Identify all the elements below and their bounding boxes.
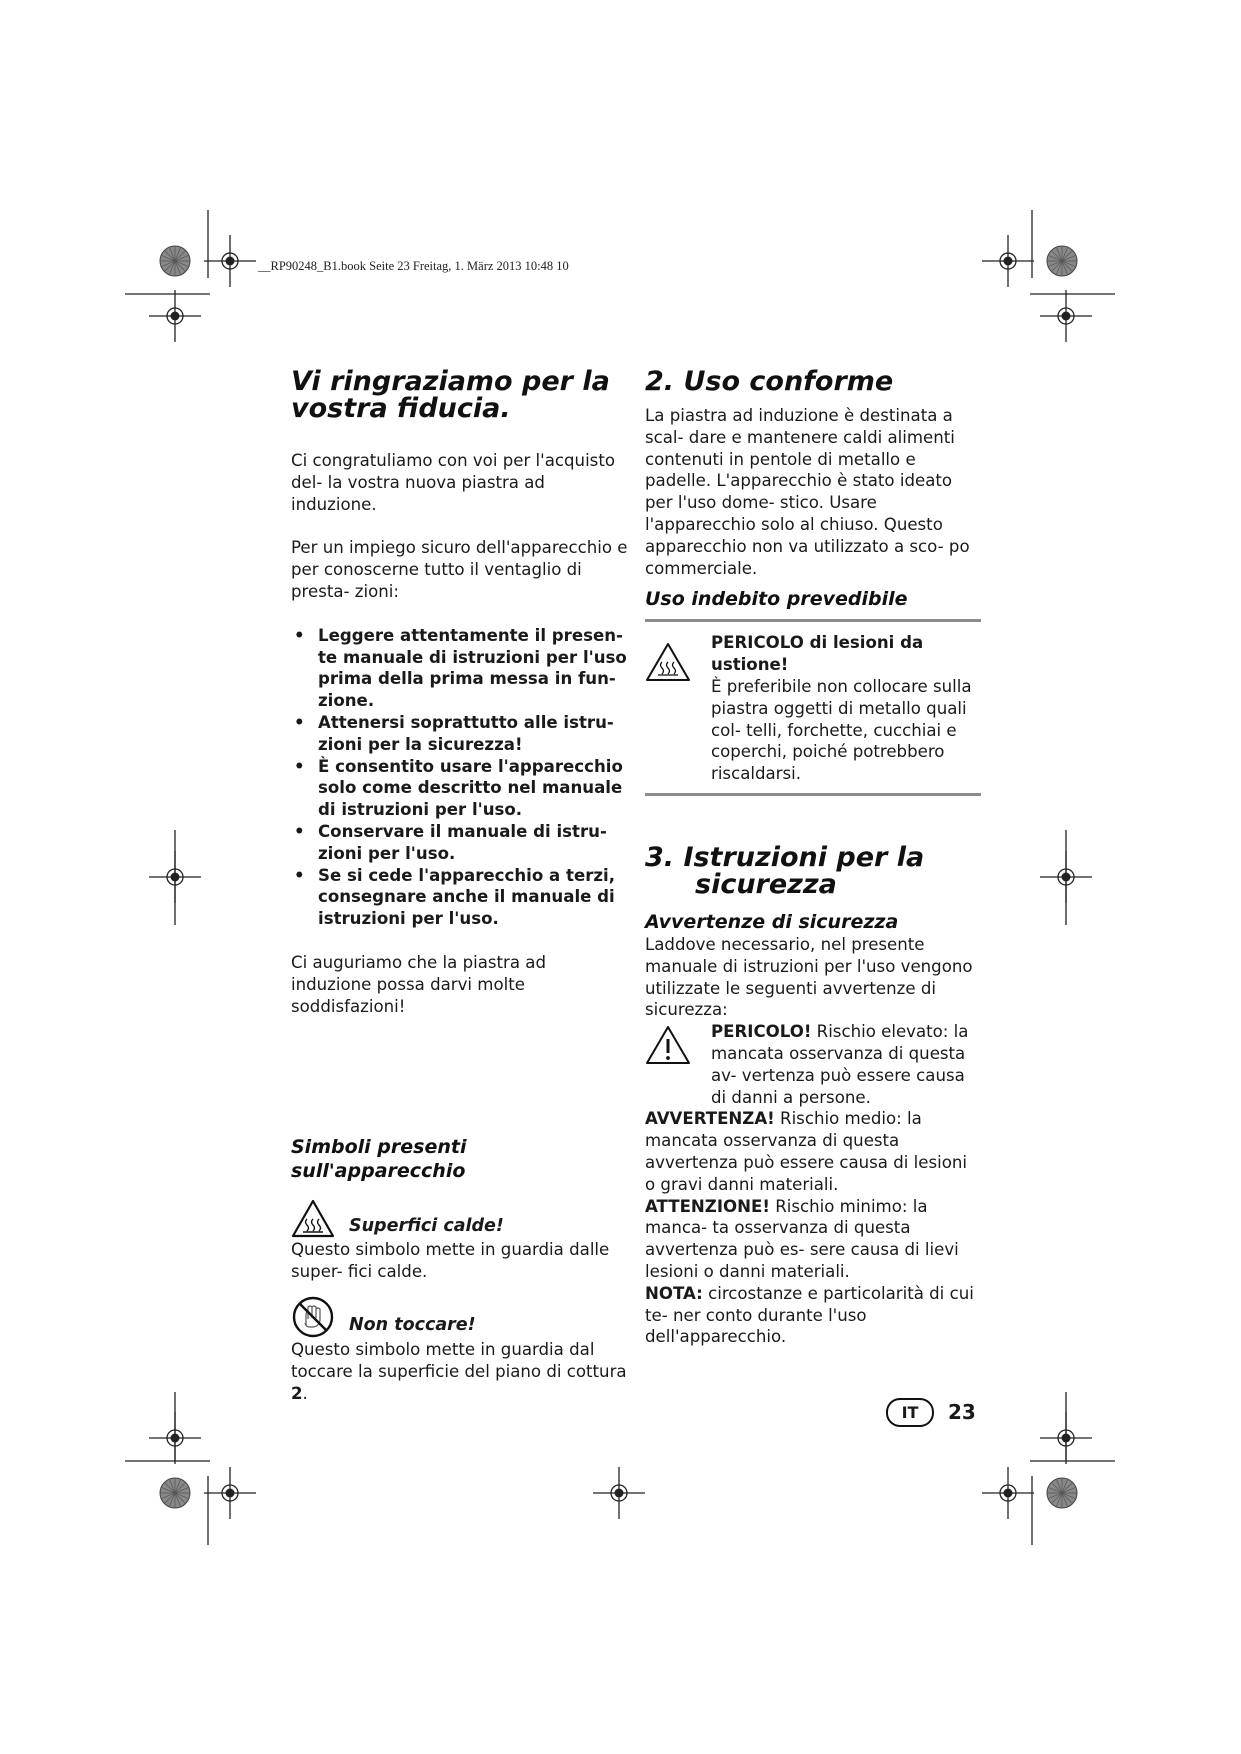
no-touch-icon [291,1295,335,1339]
misuse-heading: Uso indebito prevedibile [645,588,908,611]
intro-paragraph-2: Per un impiego sicuro dell'apparecchio e per conoscerne tutto il ventaglio di presta- zioni: [291,538,628,601]
left-column [291,368,631,1404]
page-number: 23 [948,1400,976,1424]
right-column [645,368,981,1348]
no-touch-title: Non toccare! [349,1315,476,1336]
danger-text: Rischio elevato: la mancata osservanza di questa av- vertenza può essere causa di danni a persone. [711,1022,969,1107]
warning-triangle-icon [645,1025,691,1065]
closing-paragraph: Ci auguriamo che la piastra ad induzione possa darvi molte soddisfazioni! [291,952,547,1016]
hot-surface-icon [645,642,691,682]
warning-label: AVVERTENZA! [645,1109,775,1129]
thanks-title: Vi ringraziamo per la vostra fiducia. [291,366,610,424]
hot-surface-title: Superfici calde! [349,1215,504,1236]
intended-use-paragraph: La piastra ad induzione è destinata a scal- dare e mantenere caldi alimenti contenuti in pentole di metallo e padelle. L'apparecchio è stato ideato per l'uso dome- stico. Usare l'apparecchio solo al chiuso. Questo apparecchio non va utilizzato a sco- po commerciale. [645,406,970,578]
caution-text: Rischio minimo: la manca- ta osservanza di questa avvertenza può es- sere causa di lievi lesioni o danni materiali. [645,1196,959,1281]
warning-level [645,1108,981,1195]
note-level [645,1283,981,1348]
warnings-heading: Avvertenze di sicurezza [645,910,899,933]
list-item: • Attenersi soprattutto alle istru- zioni per la sicurezza! [291,712,631,756]
warning-text: Rischio medio: la mancata osservanza di questa avvertenza può essere causa di lesioni o gravi danni materiali. [645,1109,968,1194]
section-3-title: 3. Istruzioni per la sicurezza [645,841,925,900]
danger-level-row [645,1021,981,1108]
list-item: • Leggere attentamente il presen- te manuale di istruzioni per l'uso prima della prima messa in fun- zione. [291,625,631,712]
hot-surface-text: Questo simbolo mette in guardia dalle super- fici calde. [291,1240,610,1282]
hot-surface-icon [291,1199,335,1239]
language-badge: IT [886,1398,934,1427]
list-item: • Conservare il manuale di istru- zioni per l'uso. [291,821,631,865]
caution-level [645,1196,981,1283]
symbols-heading: Simboli presenti sull'apparecchio [291,1136,467,1183]
danger-label: PERICOLO! [711,1022,812,1042]
list-item: • Se si cede l'apparecchio a terzi, consegnare anche il manuale di istruzioni per l'uso. [291,865,631,930]
section-2-title: 2. Uso conforme [645,366,894,397]
hot-surface-symbol-row [291,1199,631,1239]
list-item: • È consentito usare l'apparecchio solo come descritto nel manuale di istruzioni per l'uso. [291,756,631,821]
warnings-intro: Laddove necessario, nel presente manuale di istruzioni per l'uso vengono utilizzate le seguenti avvertenze di sicurezza: [645,934,973,1020]
burn-danger-title: PERICOLO di lesioni da ustione! [711,633,924,675]
burn-danger-box [645,619,981,796]
note-label: NOTA: [645,1283,703,1303]
burn-danger-text: È preferibile non collocare sulla piastra oggetti di metallo quali col- telli, forchette, cucchiai e coperchi, poiché potrebbero riscaldarsi. [711,676,972,784]
safety-bullet-list [291,625,631,930]
intro-paragraph-1: Ci congratuliamo con voi per l'acquisto del- la vostra nuova piastra ad induzione. [291,451,615,514]
note-text: circostanze e particolarità di cui te- ner conto durante l'uso dell'apparecchio. [645,1283,974,1347]
caution-label: ATTENZIONE! [645,1196,770,1216]
file-info-line: __RP90248_B1.book Seite 23 Freitag, 1. März 2013 10:48 10 [258,259,569,273]
no-touch-text: Questo simbolo mette in guardia dal toccare la superficie del piano di cottura 2. [291,1339,627,1403]
no-touch-symbol-row [291,1295,631,1339]
